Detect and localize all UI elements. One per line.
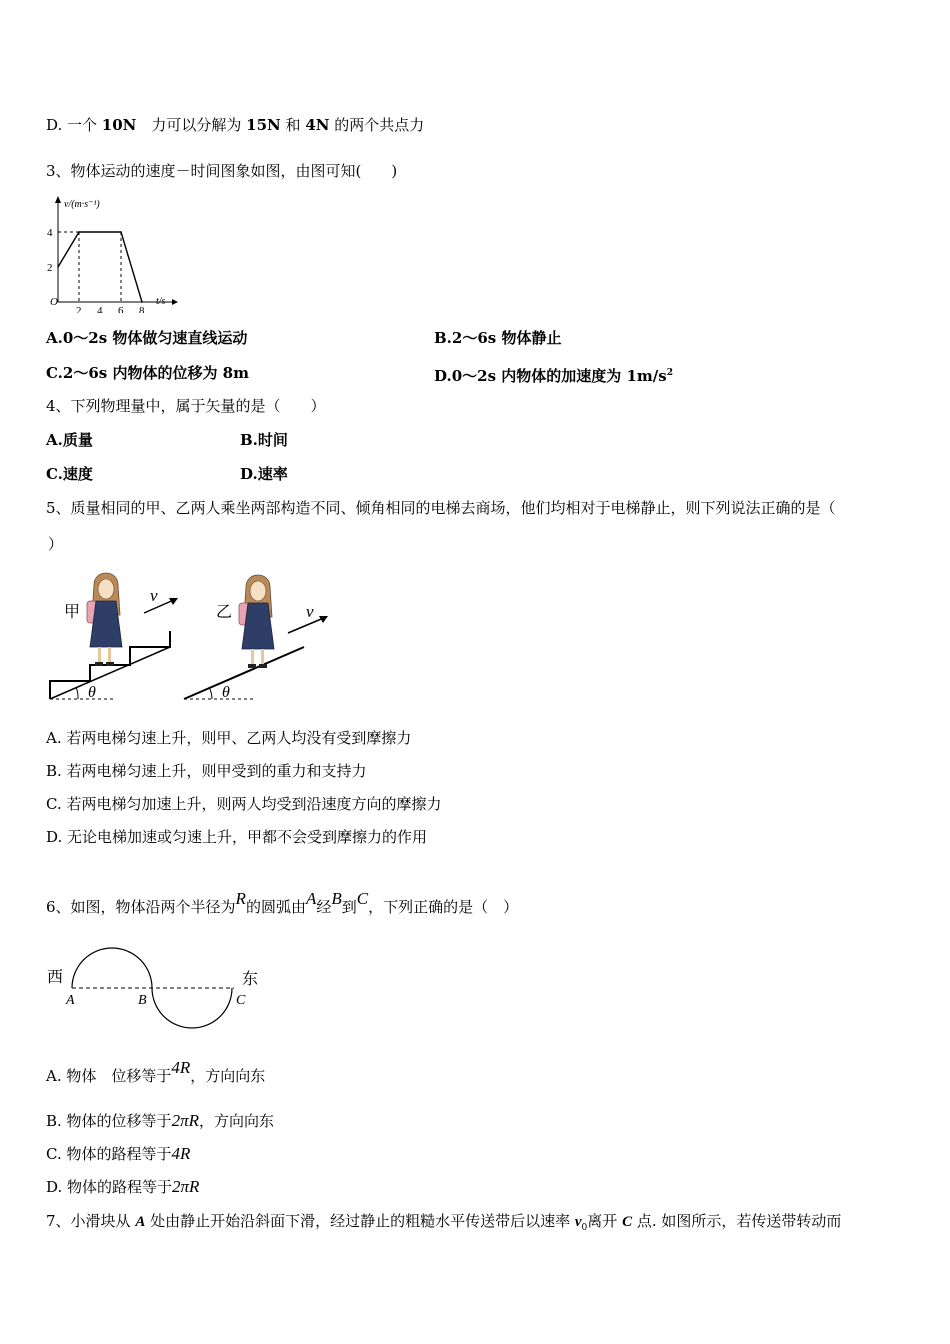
angle-right: θ bbox=[222, 684, 230, 701]
velocity-series-line bbox=[58, 232, 142, 302]
q4-stem: 4、下列物理量中，属于矢量的是（ ） bbox=[46, 397, 326, 415]
q6-arc-figure bbox=[44, 938, 274, 1030]
q5-escalator-figure bbox=[44, 565, 344, 705]
person-right-icon bbox=[239, 575, 274, 668]
q6-stem: 6、如图，物体沿两个半径为R的圆弧由A经B到C，下列正确的是（ ） bbox=[46, 889, 519, 916]
q4-option-d: D.速率 bbox=[240, 465, 288, 483]
origin-label: O bbox=[50, 296, 58, 308]
east-label: 东 bbox=[242, 971, 259, 988]
q5-option-c: C. 若两电梯匀加速上升，则两人均受到沿速度方向的摩擦力 bbox=[46, 795, 442, 813]
q6-option-a: A. 物体 位移等于4R，方向向东 bbox=[46, 1058, 266, 1085]
point-b: B bbox=[138, 993, 147, 1008]
west-label: 西 bbox=[47, 969, 64, 986]
label-yi: 乙 bbox=[216, 604, 233, 621]
point-c: C bbox=[236, 993, 246, 1008]
x-tick-label: 8 bbox=[139, 305, 145, 313]
x-tick-label: 4 bbox=[97, 305, 103, 313]
data-point bbox=[57, 266, 59, 268]
y-tick-label: 4 bbox=[47, 227, 53, 239]
y-axis-label: v/(m·s⁻¹) bbox=[64, 199, 100, 210]
q5-option-a: A. 若两电梯匀速上升，则甲、乙两人均没有受到摩擦力 bbox=[46, 729, 412, 747]
upper-arc bbox=[72, 948, 152, 988]
angle-left: θ bbox=[88, 684, 96, 701]
q3-option-c: C.2～6s 内物体的位移为 8m bbox=[46, 364, 249, 382]
x-tick-label: 2 bbox=[76, 305, 82, 313]
q4-option-c: C.速度 bbox=[46, 465, 93, 483]
q3-option-b: B.2～6s 物体静止 bbox=[434, 329, 562, 347]
q3-option-a: A.0～2s 物体做匀速直线运动 bbox=[46, 329, 248, 347]
q2-option-d: D. 一个 10N 力可以分解为 15N 和 4N 的两个共点力 bbox=[46, 116, 425, 134]
data-point bbox=[141, 301, 143, 303]
q4-option-b: B.时间 bbox=[240, 431, 288, 449]
q6-option-c: C. 物体的路程等于4R bbox=[46, 1144, 191, 1163]
point-a: A bbox=[66, 993, 75, 1008]
q6-option-d: D. 物体的路程等于2πR bbox=[46, 1177, 200, 1196]
person-left-icon bbox=[87, 573, 122, 666]
x-tick-label: 6 bbox=[118, 305, 124, 313]
q5-stem-line1: 5、质量相同的甲、乙两人乘坐两部构造不同、倾角相同的电梯去商场，他们均相对于电梯静止，则下列说法正确的是（ bbox=[46, 499, 836, 517]
q3-option-d-sup: 2 bbox=[666, 368, 673, 378]
velocity-left: v bbox=[150, 586, 158, 605]
q5-stem-line2: ） bbox=[48, 535, 64, 553]
y-axis-arrow bbox=[55, 196, 61, 203]
x-axis-label: t/s bbox=[156, 296, 166, 307]
y-tick-label: 2 bbox=[47, 262, 53, 274]
data-point bbox=[78, 231, 80, 233]
data-point bbox=[120, 231, 122, 233]
velocity-right: v bbox=[306, 602, 314, 621]
q4-option-a: A.质量 bbox=[46, 431, 93, 449]
q3-option-d: D.0～2s 内物体的加速度为 $1m/s^2$ bbox=[434, 367, 673, 385]
q7-stem: 7、小滑块从 A 处由静止开始沿斜面下滑，经过静止的粗糙水平传送带后以速率 $v_0$离开 C 点. 如图所示，若传送带转动而 bbox=[46, 1212, 842, 1233]
q3-stem: 3、物体运动的速度－时间图象如图，由图可知( ) bbox=[46, 162, 398, 180]
q6-option-b: B. 物体的位移等于2πR，方向向东 bbox=[46, 1111, 274, 1130]
lower-arc bbox=[152, 988, 232, 1028]
x-axis-arrow bbox=[172, 299, 178, 305]
flat-escalator bbox=[184, 647, 304, 699]
q5-option-d: D. 无论电梯加速或匀速上升，甲都不会受到摩擦力的作用 bbox=[46, 828, 428, 846]
label-jia: 甲 bbox=[64, 604, 81, 621]
q3-vt-graph bbox=[44, 193, 179, 313]
q5-option-b: B. 若两电梯匀速上升，则甲受到的重力和支持力 bbox=[46, 762, 367, 780]
